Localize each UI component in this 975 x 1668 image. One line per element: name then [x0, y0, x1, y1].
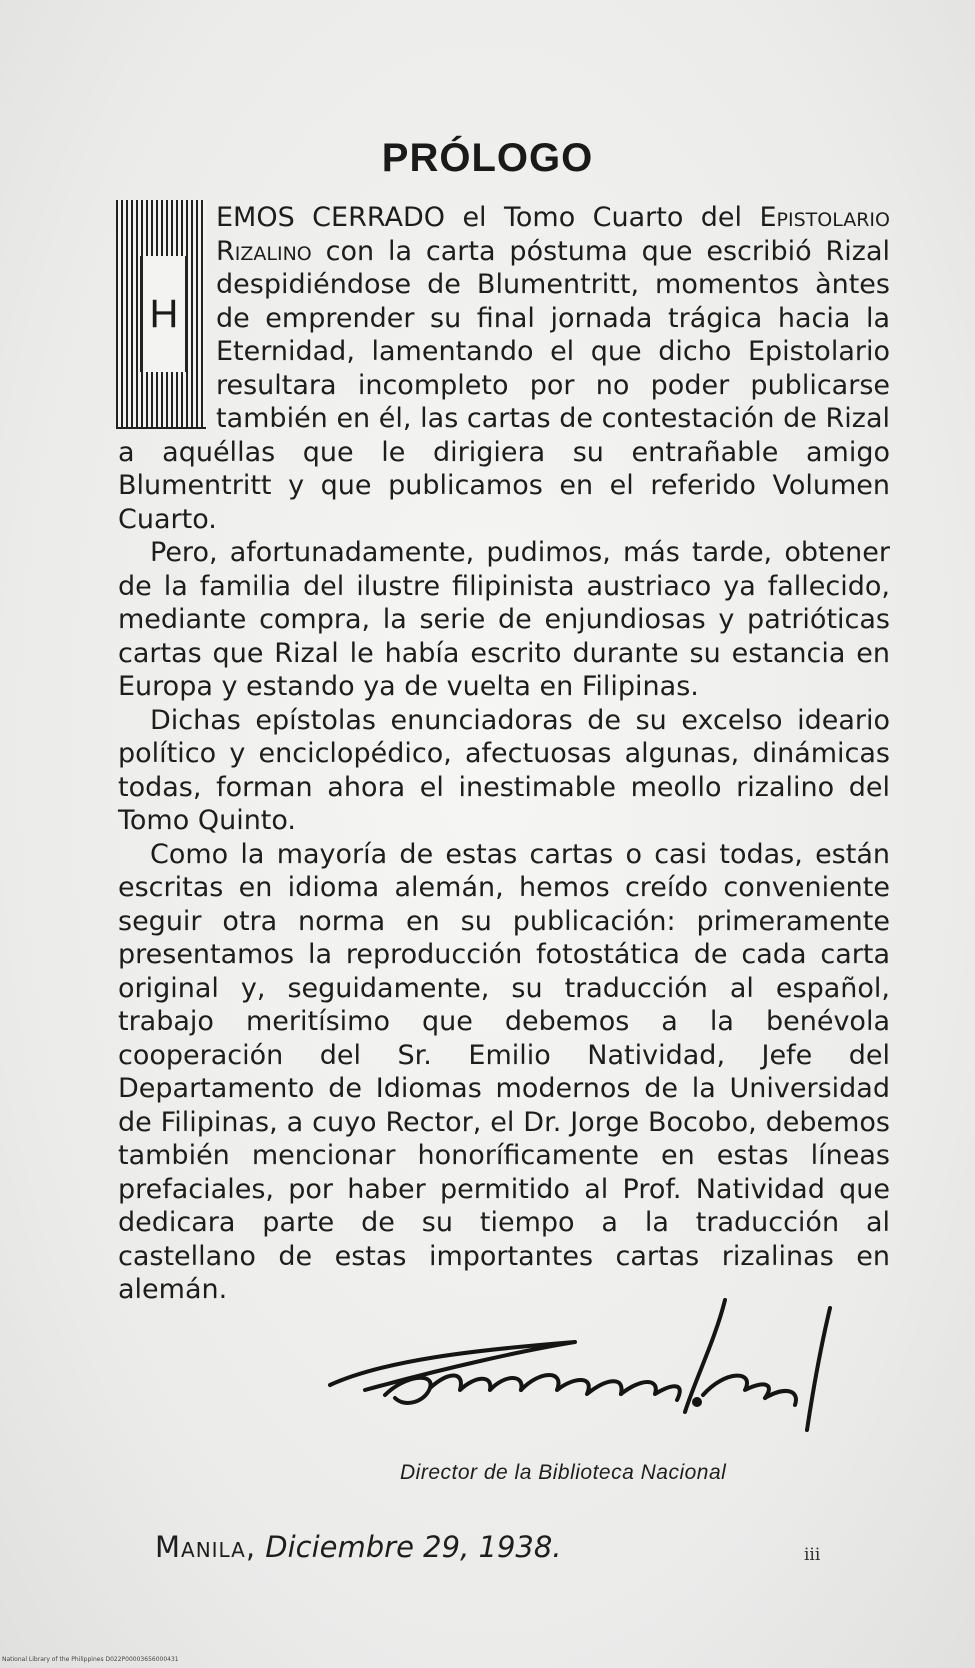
page-number: iii [804, 1545, 821, 1565]
handwritten-signature [325, 1290, 895, 1450]
dateline-place: Manila, [155, 1530, 257, 1564]
dateline [155, 1530, 562, 1564]
drop-cap-letter: H [140, 256, 188, 372]
archive-footer: National Library of the Philippines D022P00003656000431 [2, 1656, 179, 1663]
paragraph-4: Como la mayoría de estas cartas o casi todas, están escritas en idioma alemán, hemos creído conveniente seguir otra norma en su publicación: primeramente presentamos la reproducción fotostática de cada carta original y, seguidamente, su traducción al español, trabajo meritísimo que debemos a la benévola cooperación del Sr. Emilio Natividad, Jefe del Departamento de Idiomas modernos de la Universidad de Filipinas, a cuyo Rector, el Dr. Jorge Bocobo, debemos también mencionar honoríficamente en estas líneas prefaciales, por haber permitido al Prof. Natividad que dedicara parte de su tiempo a la traducción al castellano de estas importantes cartas rizalinas en alemán. [118, 838, 890, 1305]
paragraph-1: EMOS CERRADO el Tomo Cuarto del Epistolario Rizalino con la carta póstuma que escribió Rizal despidiéndose de Blumentritt, momentos àntes de emprender su final jornada trágica hacia la Eternidad, lamentando el que dicho Epistolario resultara incompleto por no poder publicarse también en él, las cartas de contestación de Rizal a aquéllas que le dirigiera su entrañable amigo Blumentritt y que publicamos en el referido Volumen Cuarto. [118, 202, 890, 535]
paragraph-3: Dichas epístolas enunciadoras de su excelso ideario político y enciclopédico, afectuosas algunas, dinámicas todas, forman ahora el inestimable meollo rizalino del Tomo Quinto. [118, 704, 890, 836]
signature-caption: Director de la Biblioteca Nacional [400, 1461, 727, 1484]
dateline-date: Diciembre 29, 1938. [265, 1530, 562, 1564]
page-title: PRÓLOGO [381, 136, 594, 180]
work-title: Epistolario Rizalino [216, 202, 890, 267]
prologue-body [118, 201, 890, 1307]
paragraph-2: Pero, afortunadamente, pudimos, más tarde, obtener de la familia del ilustre filipinista austriaco ya fallecido, mediante compra, la serie de enjundiosas y patrióticas cartas que Rizal le había escrito durante su estancia en Europa y estando ya de vuelta en Filipinas. [118, 537, 890, 702]
